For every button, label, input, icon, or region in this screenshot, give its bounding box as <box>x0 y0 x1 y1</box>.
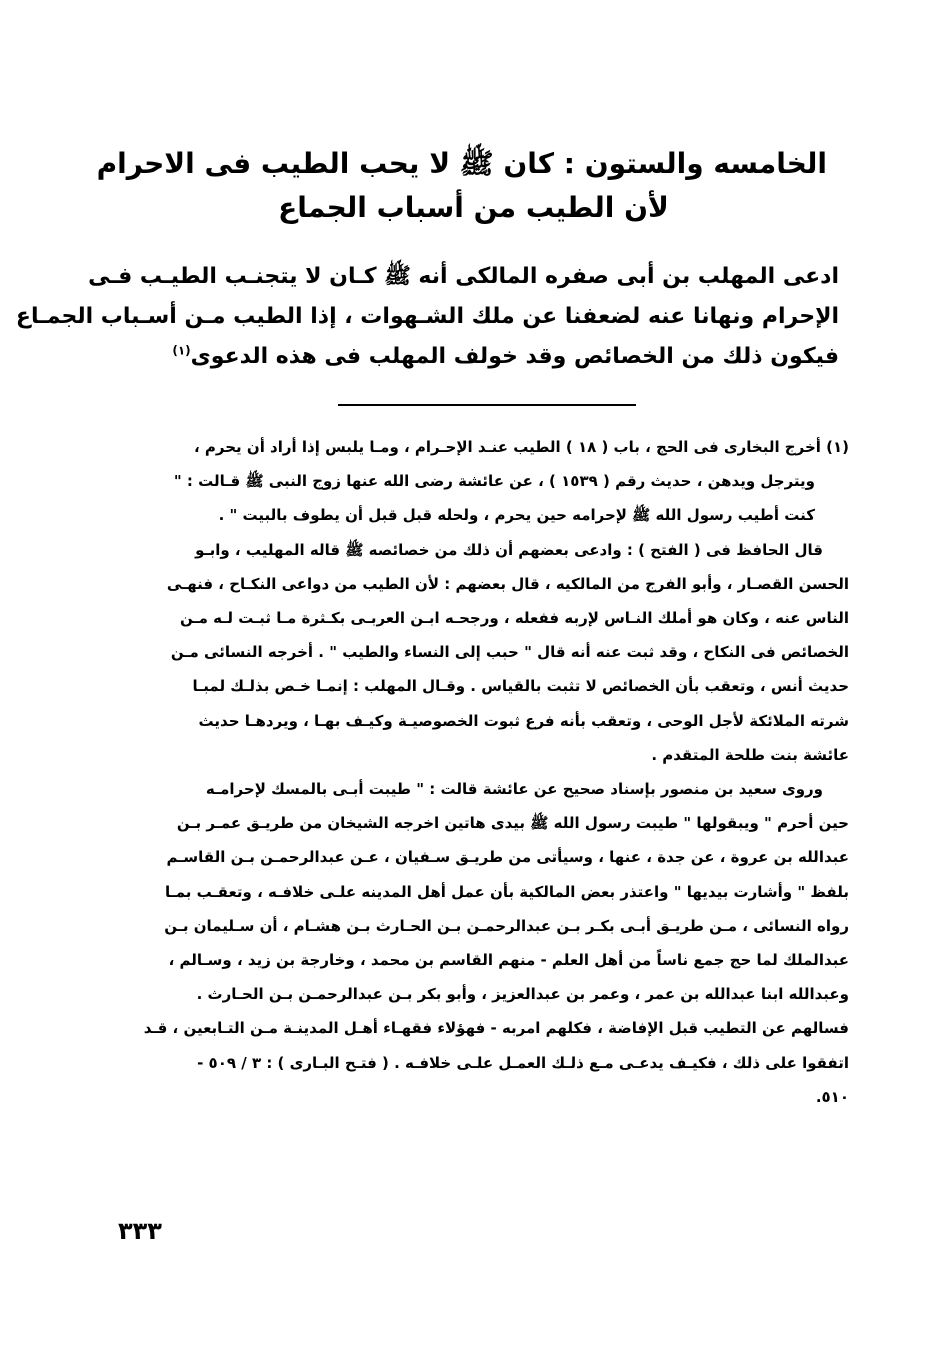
footnote-line: الخصائص فى النكاح ، وقد ثبت عنه أنه قال " حبب إلى النساء والطيب " . أخرجه النسائى مـن <box>170 643 849 662</box>
footnote-line: حين أحرم " ويبقولها " طيبت رسول الله ﷺ بيدى هاتين اخرجه الشيخان من طريـق عمـر بـن <box>176 814 849 833</box>
footnote-line: وروى سعيد بن منصور بإسناد صحيح عن عائشة قالت : " طيبت أبـى بالمسك لإحرامـه <box>205 780 823 799</box>
intro-line: ادعى المهلب بن أبى صفره المالكى أنه ﷺ كـان لا يتجنـب الطيـب فـى <box>88 264 839 289</box>
footnote-line: شرته الملائكة لأجل الوحى ، وتعقب بأنه فرع ثبوت الخصوصيـة وكيـف بهـا ، ويردهـا حديث <box>198 711 849 730</box>
footnote-line: الحسن القصـار ، وأبو الفرج من المالكيه ، قال بعضهم : لأن الطيب من دواعى النكـاح ، فنهـى <box>166 574 849 593</box>
intro-line: الإحرام ونهانا عنه لضعفنا عن ملك الشـهوات ، إذا الطيب مـن أسـباب الجمـاع <box>15 304 839 329</box>
footnotes <box>118 430 849 1114</box>
chapter-title <box>96 142 827 230</box>
footnote-marker: (١) <box>172 343 191 358</box>
intro-paragraph <box>15 257 839 377</box>
footnote-line: عبدالملك لما حج جمع ناساً من أهل العلم - منهم القاسم بن محمد ، وخارجة بن زيد ، وسـالم ، <box>168 951 849 970</box>
page-number: ٣٣٣ <box>118 1217 162 1245</box>
footnote-line: قال الحافظ فى ( الفتح ) : وادعى بعضهم أن ذلك من خصائصه ﷺ قاله المهليب ، وابـو <box>195 540 823 559</box>
footnote-line: بلفظ " وأشارت بيديها " واعتذر بعض المالكية بأن عمل أهل المدينه علـى خلافـه ، وتعقـب بمـا <box>164 882 849 901</box>
footnote-line: ٥١٠. <box>815 1087 849 1106</box>
footnote-line: (١) أخرج البخارى فى الحج ، باب ( ١٨ ) الطيب عنـد الإحـرام ، ومـا يلبس إذا أراد أن يحرم ، <box>193 438 849 456</box>
footnote-line: عبدالله بن عروة ، عن جدة ، عنها ، وسيأتى من طريـق سـفيان ، عـن عبدالرحمـن بـن القاسـم <box>166 848 849 867</box>
footnote-line: كنت أطيب رسول الله ﷺ لإحرامه حين يحرم ، ولحله قبل قبل أن يطوف بالبيت " . <box>218 506 815 525</box>
footnote-line: الناس عنه ، وكان هو أملك النـاس لإربه ففعله ، ورجحـه ابـن العربـى بكـثرة مـا ثبـت لـه مـن <box>180 609 849 628</box>
title-line: لأن الطيب من أسباب الجماع <box>278 191 669 224</box>
title-line: الخامسه والستون : كان ﷺ لا يحب الطيب فى الاحرام <box>96 147 827 180</box>
footnote-line: ويترجل ويدهن ، حديث رقم ( ١٥٣٩ ) ، عن عائشة رضى الله عنها زوج النبى ﷺ قـالت : " <box>173 472 815 491</box>
footnote-line: اتفقوا على ذلك ، فكيـف يدعـى مـع ذلـك العمـل علـى خلافـه . ( فتـح البـارى ) : ٣ / ٥٠٩ - <box>197 1053 849 1072</box>
footnote-line: حديث أنس ، وتعقب بأن الخصائص لا تثبت بالقياس . وقـال المهلب : إنمـا خـص بذلـك لمبـا <box>192 677 849 696</box>
intro-line-text: فيكون ذلك من الخصائص وقد خولف المهلب فى هذه الدعوى <box>190 344 839 369</box>
footnote-line: عائشة بنت طلحة المتقدم . <box>651 745 849 764</box>
footnote-separator <box>338 404 636 406</box>
footnote-line: رواه النسائى ، مـن طريـق أبـى بكـر بـن عبدالرحمـن بـن الحـارث بـن هشـام ، أن سـليمان بـن <box>164 916 849 935</box>
footnote-line: وعبدالله ابنا عبدالله بن عمر ، وعمر بن عبدالعزيز ، وأبو بكر بـن عبدالرحمـن بـن الحـارث . <box>196 985 849 1004</box>
footnote-line: فسالهم عن التطيب قبل الإفاضة ، فكلهم امربه - فهؤلاء فقهـاء أهـل المدينـة مـن التـابعين ، قـد <box>143 1019 849 1038</box>
intro-line <box>118 337 839 377</box>
